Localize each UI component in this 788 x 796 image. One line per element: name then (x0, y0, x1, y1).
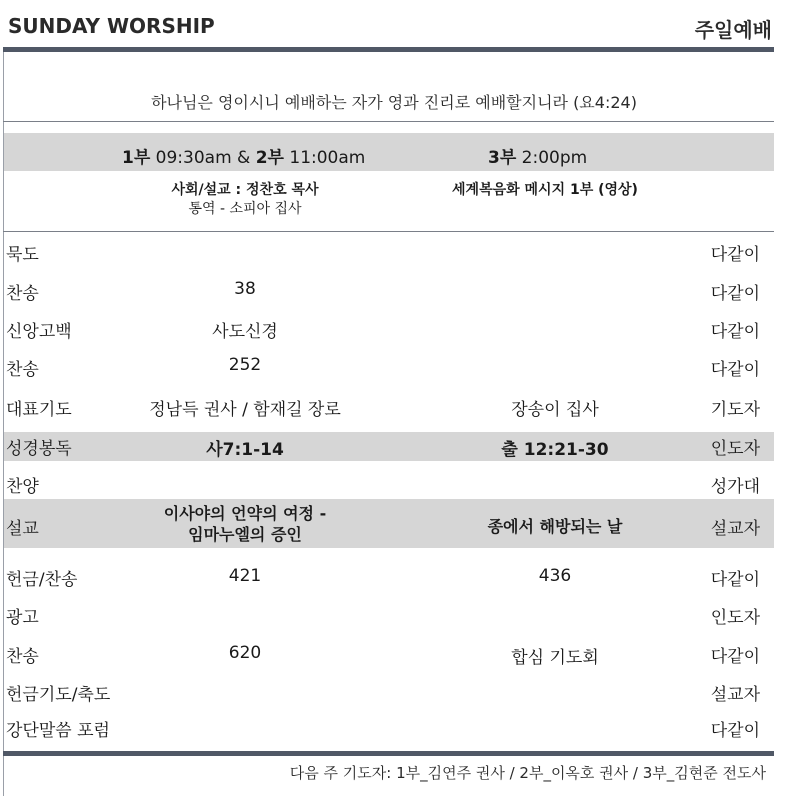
service-3-time: 2:00pm (516, 148, 588, 168)
row-label: 헌금/찬송 (6, 570, 78, 590)
title-korean: 주일예배 (694, 18, 772, 42)
row-label: 대표기도 (6, 400, 72, 420)
row-leader: 다같이 (710, 360, 760, 380)
service-times-left (122, 143, 365, 168)
footer-rule (3, 751, 774, 756)
row-col1: 사7:1-14 (206, 440, 284, 460)
row-col1: 620 (228, 643, 262, 663)
row-label: 광고 (6, 608, 39, 628)
sermon-title-2: 종에서 해방되는 날 (487, 517, 623, 536)
row-label: 헌금기도/축도 (6, 685, 111, 705)
row-leader: 설교자 (710, 519, 760, 539)
row-leader: 인도자 (710, 608, 760, 628)
row-leader: 기도자 (710, 400, 760, 420)
row-col2: 장송이 집사 (511, 400, 599, 420)
row-label: 찬송 (6, 360, 39, 380)
officiant-line: 사회/설교 : 정찬호 목사 (171, 182, 319, 198)
row-leader: 다같이 (710, 570, 760, 590)
service-2-time: 11:00am (283, 148, 366, 168)
row-leader: 다같이 (710, 322, 760, 342)
row-leader: 설교자 (710, 685, 760, 705)
row-col1: 252 (228, 355, 262, 375)
row-label: 찬송 (6, 647, 39, 667)
row-leader: 다같이 (710, 647, 760, 667)
row-col1: 사도신경 (212, 322, 278, 342)
service-2-label: 2부 (255, 148, 284, 168)
service-times-right (488, 143, 587, 168)
service-1-time: 09:30am & (150, 148, 256, 168)
row-label: 찬양 (6, 477, 39, 497)
row-label: 성경봉독 (6, 439, 72, 459)
service-1-label: 1부 (122, 148, 151, 168)
service-right-details: 세계복음화 메시지 1부 (영상) (452, 182, 638, 198)
row-col2: 436 (538, 566, 572, 586)
sermon-title-1-line1: 이사야의 언약의 여정 - (163, 504, 327, 523)
header-rule (3, 47, 774, 52)
scripture-verse: 하나님은 영이시니 예배하는 자가 영과 진리로 예배할지니라 (요4:24) (151, 93, 637, 112)
row-leader: 다같이 (710, 245, 760, 265)
row-leader: 인도자 (710, 439, 760, 459)
row-label: 강단말씀 포럼 (6, 721, 110, 741)
row-label: 묵도 (6, 245, 39, 265)
service-3-label: 3부 (488, 148, 517, 168)
row-col1: 421 (228, 566, 262, 586)
interpreter-line: 통역 - 소피아 집사 (188, 201, 302, 217)
service-times-band (4, 133, 774, 171)
row-col2: 출 12:21-30 (501, 440, 609, 460)
sermon-title-1 (130, 503, 360, 545)
title-english: SUNDAY WORSHIP (8, 14, 215, 38)
service-left-details (130, 181, 360, 219)
verse-rule (3, 121, 774, 122)
row-col1: 38 (234, 279, 256, 299)
row-col1: 정남득 권사 / 함재길 장로 (149, 400, 341, 420)
row-col2: 합심 기도회 (511, 648, 599, 668)
program-top-rule (3, 231, 774, 232)
row-leader: 다같이 (710, 284, 760, 304)
header (0, 0, 788, 52)
row-label: 신앙고백 (6, 322, 72, 342)
row-leader: 다같이 (710, 721, 760, 741)
row-label: 찬송 (6, 284, 39, 304)
row-leader: 성가대 (710, 477, 760, 497)
next-week-prayers: 다음 주 기도자: 1부_김연주 권사 / 2부_이옥호 권사 / 3부_김현준 전도사 (289, 764, 766, 782)
sermon-title-1-line2: 임마누엘의 증인 (188, 525, 302, 544)
row-label: 설교 (6, 519, 39, 539)
